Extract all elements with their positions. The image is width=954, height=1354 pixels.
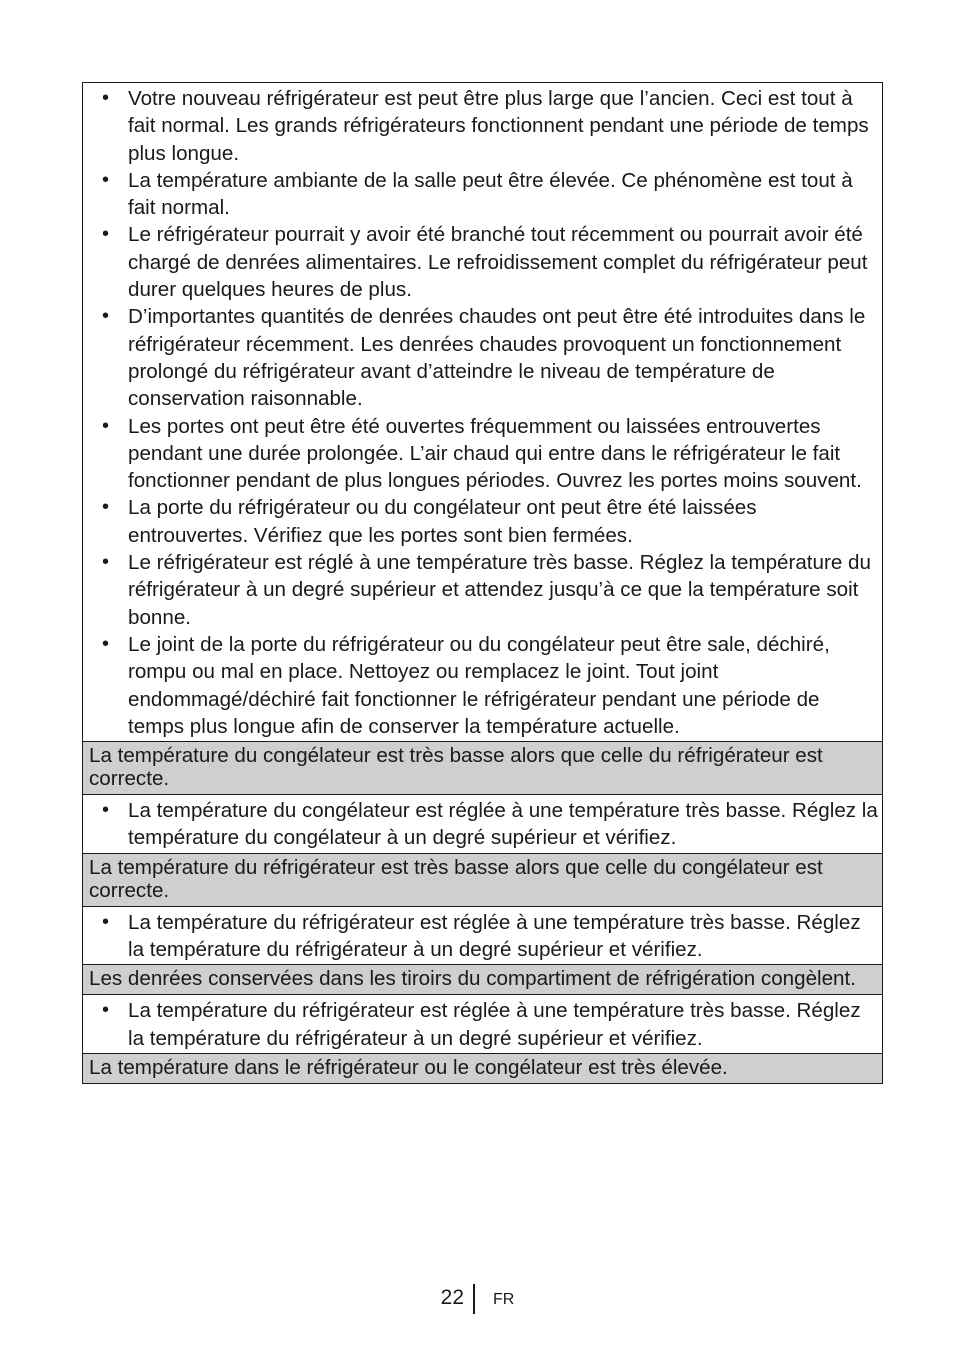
problem-header-freezer-too-cold: La température du congélateur est très basse alors que celle du réfrigérateur est correcte. — [83, 741, 882, 794]
bullet-icon: • — [101, 305, 109, 328]
list-item: • Les portes ont peut être été ouvertes fréquemment ou laissées entrouvertes pendant une durée prolongée. L’air chaud qui entre dans le réfrigérateur le fait fonctionner pendant de plus longues périodes. Ouvrez les portes moins souvent. — [83, 413, 878, 495]
list-item: • Votre nouveau réfrigérateur est peut être plus large que l’ancien. Ceci est tout à fait normal. Les grands réfrigérateurs fonctionnent pendant une période de temps plus longue. — [83, 85, 878, 167]
bullet-list-freezer-solution — [83, 794, 882, 853]
page-footer — [0, 1284, 954, 1314]
bullet-list-fridge-solution — [83, 906, 882, 965]
bullet-list-causes — [83, 83, 882, 741]
list-item: • Le joint de la porte du réfrigérateur ou du congélateur peut être sale, déchiré, rompu ou mal en place. Nettoyez ou remplacez le joint. Tout joint endommagé/déchiré fait fonctionner le réfrigérateur pendant une période de temps plus longue afin de conserver la température actuelle. — [83, 631, 878, 740]
bullet-icon: • — [101, 223, 109, 246]
footer-divider — [473, 1284, 475, 1314]
bullet-list-drawer-solution — [83, 994, 882, 1053]
bullet-icon: • — [101, 799, 109, 822]
list-item: • La porte du réfrigérateur ou du congélateur ont peut être été laissées entrouvertes. Vérifiez que les portes sont bien fermées. — [83, 494, 878, 549]
list-item: • La température du réfrigérateur est réglée à une température très basse. Réglez la température du réfrigérateur à un degré supérieur et vérifiez. — [83, 997, 878, 1052]
list-item: • La température du réfrigérateur est réglée à une température très basse. Réglez la température du réfrigérateur à un degré supérieur et vérifiez. — [83, 909, 878, 964]
bullet-icon: • — [101, 551, 109, 574]
problem-header-drawer-food-freezing: Les denrées conservées dans les tiroirs du compartiment de réfrigération congèlent. — [83, 964, 882, 994]
bullet-icon: • — [101, 999, 109, 1022]
list-item: • La température du congélateur est réglée à une température très basse. Réglez la température du congélateur à un degré supérieur et vérifiez. — [83, 797, 878, 852]
page-number: 22 — [440, 1286, 464, 1309]
list-item: • D’importantes quantités de denrées chaudes ont peut être été introduites dans le réfrigérateur récemment. Les denrées chaudes provoquent un fonctionnement prolongé du réfrigérateur avant d’atteindre le niveau de température de conservation raisonnable. — [83, 303, 878, 412]
bullet-icon: • — [101, 632, 109, 655]
language-code: FR — [493, 1291, 515, 1308]
list-item: • Le réfrigérateur pourrait y avoir été branché tout récemment ou pourrait avoir été chargé de denrées alimentaires. Le refroidissement complet du réfrigérateur peut durer quelques heures de plus. — [83, 221, 878, 303]
bullet-icon: • — [101, 910, 109, 933]
troubleshooting-table — [82, 82, 883, 1084]
problem-header-fridge-too-cold: La température du réfrigérateur est très basse alors que celle du congélateur est correcte. — [83, 853, 882, 906]
bullet-icon: • — [101, 496, 109, 519]
list-item: • Le réfrigérateur est réglé à une température très basse. Réglez la température du réfrigérateur à un degré supérieur et attendez jusqu’à ce que la température soit bonne. — [83, 549, 878, 631]
problem-header-temperature-too-high: La température dans le réfrigérateur ou le congélateur est très élevée. — [83, 1053, 882, 1083]
bullet-icon: • — [101, 87, 109, 109]
bullet-icon: • — [101, 168, 109, 191]
list-item: • La température ambiante de la salle peut être élevée. Ce phénomène est tout à fait normal. — [83, 167, 878, 222]
bullet-icon: • — [101, 414, 109, 437]
